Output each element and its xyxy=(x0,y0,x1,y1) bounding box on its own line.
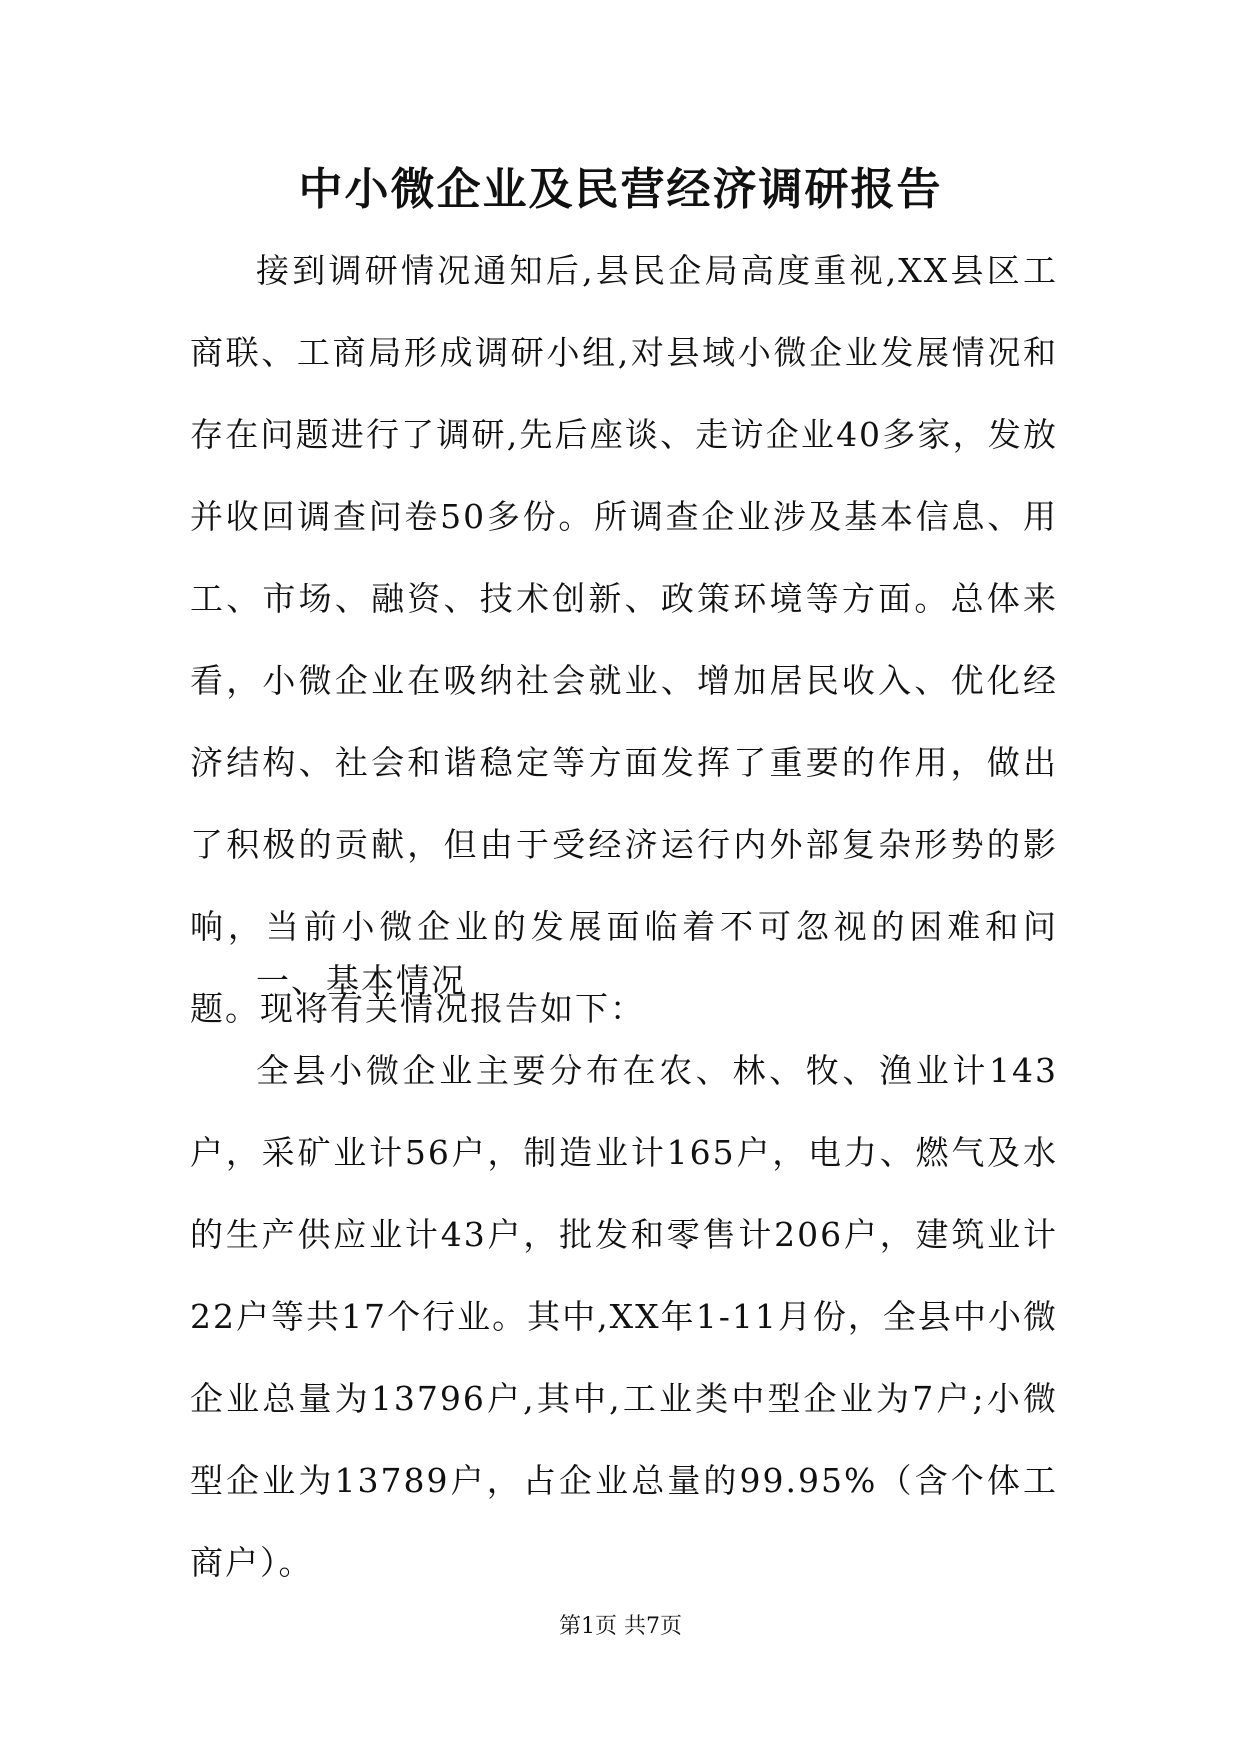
intro-paragraph: 接到调研情况通知后,县民企局高度重视,XX县区工商联、工商局形成调研小组,对县域小微企业发展情况和存在问题进行了调研,先后座谈、走访企业40多家，发放并收回调查问卷50多份。所调查企业涉及基本信息、用工、市场、融资、技术创新、政策环境等方面。总体来看，小微企业在吸纳社会就业、增加居民收入、优化经济结构、社会和谐稳定等方面发挥了重要的作用，做出了积极的贡献，但由于受经济运行内外部复杂形势的影响，当前小微企业的发展面临着不可忽视的困难和问题。现将有关情况报告如下： xyxy=(190,251,1058,1028)
section-heading: 一、基本情况 xyxy=(256,961,466,1000)
section-paragraph: 全县小微企业主要分布在农、林、牧、渔业计143户，采矿业计56户，制造业计165户，电力、燃气及水的生产供应业计43户，批发和零售计206户，建筑业计22户等共17个行业。其中,XX年1-11月份，全县中小微企业总量为13796户,其中,工业类中型企业为7户;小微型企业为13789户，占企业总量的99.95%（含个体工商户）。 xyxy=(190,1051,1058,1582)
page-footer: 第1页 共7页 xyxy=(559,1614,682,1639)
document-title: 中小微企业及民营经济调研报告 xyxy=(298,164,943,215)
